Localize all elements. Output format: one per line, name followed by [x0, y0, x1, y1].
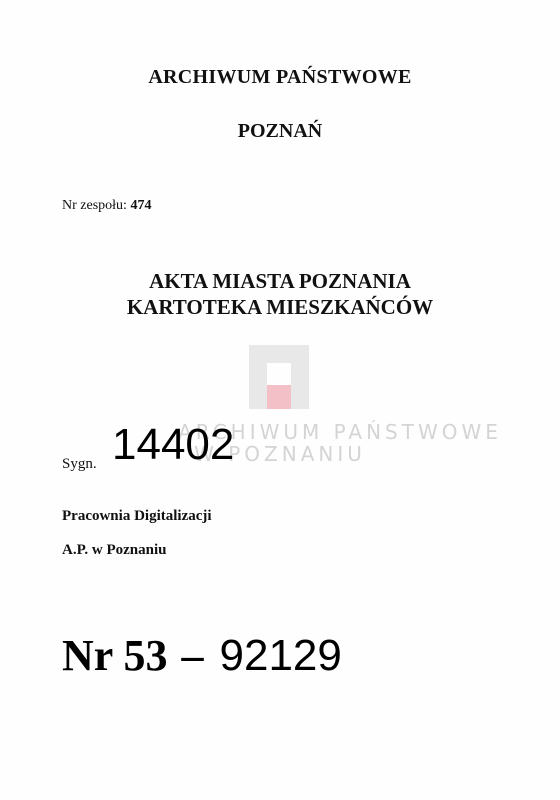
watermark-text-line2: W POZNANIU	[194, 442, 366, 466]
lab-institution: A.P. w Poznaniu	[62, 542, 167, 558]
fonds-label: Nr zespołu:	[62, 198, 127, 213]
record-label: Nr 53	[62, 631, 168, 680]
record-number: 92129	[219, 631, 342, 680]
archive-title: ARCHIWUM PAŃSTWOWE	[148, 66, 412, 88]
collection-title-line1: AKTA MIASTA POZNANIA	[149, 269, 411, 293]
signature-label: Sygn.	[62, 456, 97, 472]
watermark-text-line1: ARCHIWUM PAŃSTWOWE	[178, 420, 502, 444]
collection-title-line2: KARTOTEKA MIESZKAŃCÓW	[126, 295, 434, 319]
record-dash: –	[181, 631, 204, 680]
fonds-line	[62, 198, 151, 214]
record-number-row	[62, 630, 342, 681]
archive-city: POZNAŃ	[237, 120, 323, 142]
signature-number: 14402	[112, 420, 235, 469]
lab-name: Pracownia Digitalizacji	[62, 508, 212, 524]
collection-title	[0, 268, 560, 320]
archive-watermark-logo-icon	[249, 345, 309, 409]
fonds-number: 474	[130, 198, 152, 213]
